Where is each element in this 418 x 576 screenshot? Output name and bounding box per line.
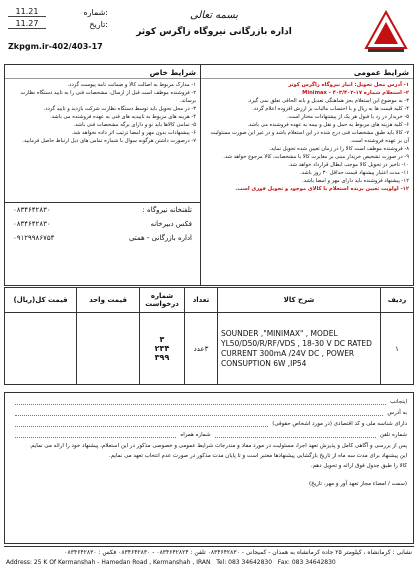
footer-en-tel: Tel: 083 34642830 <box>216 559 273 566</box>
special-term-3: ۳- در محل تحویل باید توسط دستگاه نظارت شرکت بازدید و تایید گردد. <box>43 106 196 112</box>
general-terms-title: شرایط عمومی <box>201 65 413 79</box>
contact-label: تلفنخانه نیروگاه : <box>142 206 192 214</box>
header-center <box>114 10 314 37</box>
number-value: 11.21 <box>8 7 46 17</box>
general-term-11: ۱۱- مدت اعتبار پیشنهاد قیمت حداقل ۳۰ روز باشد. <box>299 170 409 176</box>
contact-box <box>5 202 200 285</box>
general-term-8: ۸- فروشنده موظف است کالا را در زمان تعیین شده تحویل نماید. <box>269 146 409 152</box>
col-request-no: شماره درخواست <box>140 288 185 313</box>
col-total-price: قیمت کل(ریال) <box>5 288 77 313</box>
contact-value: ۰۸۳۴۶۴۲۸۳۰ <box>13 220 51 228</box>
contact-switchboard <box>5 203 200 217</box>
general-term-3: ۳- به موضوع این استعلام بجز هماهنگی تعدیل و بانه الحاقی تعلق نمی گیرد. <box>247 98 409 104</box>
row-unit-price-input[interactable] <box>77 313 140 385</box>
org-id-label: دارای شناسه ملی و کد اقتصادی (در مورد اشخاص حقوقی) <box>272 420 407 427</box>
special-term-4: ۴- هزینه های مربوط به تاییدیه های فنی به عهده فروشنده می باشد. <box>50 114 196 120</box>
general-terms-list <box>201 79 413 195</box>
bidder-form <box>4 392 414 544</box>
bismillah: بسمه تعالی <box>189 10 239 21</box>
address-field[interactable] <box>15 409 383 416</box>
mobile-field[interactable] <box>15 431 176 438</box>
terms-frame <box>4 64 414 286</box>
mobile-label: شماره همراه <box>180 431 211 438</box>
contact-value: ۰۹۱۲۹۹۸۶۷۵۴ <box>13 234 55 242</box>
inquiry-document <box>4 4 414 572</box>
contact-fax <box>5 217 200 231</box>
contact-label: فکس دبیرخانه <box>150 220 192 228</box>
general-term-12: ۱۲- پیشنهاد فروشنده باید دارای مهر و امضا باشد. <box>302 178 409 184</box>
general-term-5: ۵- خریدار در رد یا قبول هر یک از پیشنهادات مختار است. <box>287 114 409 120</box>
general-term-1: ۱- آدرس محل تحویل: انبار نیروگاه زاگرس کوثر <box>288 82 409 88</box>
phone-label: شماره تلفن <box>379 431 407 438</box>
general-term-4: ۴- کلیه قیمت ها به ریال و با احتساب مالیات بر ارزش افزوده اعلام گردد. <box>252 106 409 112</box>
general-term-2: ۲- استعلام شماره ۱۷-۴۰۳/۴۰۲ - Minimax <box>302 90 409 96</box>
bidder-field[interactable] <box>15 398 386 405</box>
company-name: اداره بازرگانی نیروگاه زاگرس کوثر <box>136 27 292 37</box>
general-term-6: ۶- کلیه هزینه های مربوط به حمل و نقل و بیمه به عهده فروشنده می باشد. <box>247 122 409 128</box>
form-text-2: این پیشنهاد برای مدت سه ماه از تاریخ بازگشایی پیشنهادها معتبر است و تا پایان مدت مذکور در صورت عدم انتخاب تعهد می نمایم. <box>108 453 407 459</box>
general-term-9: ۹- در صورت تشخیص خریدار مبنی بر مغایرت کالا با مشخصات، کالا مرجوع خواهد شد. <box>223 154 409 160</box>
document-header <box>4 4 414 62</box>
row-total-price-input[interactable] <box>5 313 77 385</box>
document-footer <box>4 546 414 573</box>
general-term-10: ۱۰- تاخیر در تحویل کالا موجب ابطال قرارداد خواهد شد. <box>288 162 409 168</box>
number-label: شماره: <box>83 7 108 17</box>
special-term-7: ۷- درصورت داشتن هرگونه سوال با شماره تماس های ذیل ارتباط حاصل فرمایید. <box>22 138 196 144</box>
col-index: ردیف <box>381 288 414 313</box>
col-description: شرح کالا <box>218 288 381 313</box>
row-index: ۱ <box>381 313 414 385</box>
date-label: تاریخ: <box>89 19 108 29</box>
bidder-label: اینجانب <box>390 398 407 405</box>
row-description: SOUNDER ,"MINIMAX" , MODEL YL50/D50/R/RF/VDS , 18-30 V DC RATED CURRENT 300mA /24V DC , POWER CONSUPTION 6W ,IP54 <box>218 313 381 385</box>
org-id-field[interactable] <box>15 420 268 427</box>
special-term-5: ۵- تمامی کالاها باید نو و دارای برگه مشخصات فنی باشد. <box>73 122 196 128</box>
contact-label: اداره بازرگانی - همتی <box>128 234 192 242</box>
general-term-highlight: ۱۲- اولویت تعیین برنده استعلام با کالای موجود و تحویل فوری است. <box>235 186 409 192</box>
number-date-box <box>8 6 108 30</box>
col-unit-price: قیمت واحد <box>77 288 140 313</box>
footer-en-address: Address: 25 K Of Kermanshah - Hamedan Road , Kermanshah , IRAN <box>6 559 211 566</box>
special-term-6: ۶- پیشنهادات بدون مهر و امضا ترتیب اثر داده نخواهد شد. <box>71 130 196 136</box>
footer-en <box>4 558 414 567</box>
signature-note: (سمت / امضاء مجاز تعهد آور و مهر، تاریخ) <box>309 481 407 487</box>
contact-commerce <box>5 231 200 245</box>
date-value: 11.27 <box>8 19 46 29</box>
footer-fa-address: نشانی : کرمانشاه ، کیلومتر ۲۵ جاده کرمانشاه به همدان - کمیجانی - ۰۸۳۴۶۴۲۸۳۰ تلفن : ۰۸۳۴۶۴۲۸۲۴ - ۰۸۳۴۶۴۲۸۳۰ فکس : ۰۸۳۴۶۴۲۸۳۰ <box>64 549 412 556</box>
phone-field[interactable] <box>215 431 376 438</box>
special-term-1: ۱- مدارک مربوط به اصالت کالا و ضمانت نامه پیوست گردد. <box>67 82 196 88</box>
special-terms <box>5 65 200 285</box>
reference-code: Zkpgm.ir-402/403-17 <box>8 42 103 51</box>
address-label: به آدرس <box>387 409 407 416</box>
form-text-3: کالا را طبق جدول فوق ارائه و تحویل دهم. <box>310 463 407 469</box>
general-terms <box>200 65 413 285</box>
company-logo <box>362 10 410 54</box>
footer-en-fax: Fax: 083 34642830 <box>277 559 336 566</box>
form-text-1: پس از بررسی و آگاهی کامل و پذیرش تعهد اجرا، مسئولیت در مورد مفاد و مندرجات شرایط عمومی و خصوصی مذکور در این استعلام، پیشنهاد خود را ارائه می نمایم. <box>29 443 407 449</box>
col-qty: تعداد <box>185 288 218 313</box>
row-request-no: ۳ ۲۳۴ ۳۹۹ <box>140 313 185 385</box>
special-terms-list <box>5 79 200 147</box>
general-term-7: ۷- کالا باید طبق مشخصات فنی درج شده در این استعلام باشد و در غیر این صورت مسئولیت آن بر عهده فروشنده است. <box>210 130 409 144</box>
row-qty: ۳عدد <box>185 313 218 385</box>
items-table <box>4 287 414 385</box>
table-header-row <box>5 288 414 313</box>
special-term-2: ۲- فروشنده موظف است قبل از ارسال، مشخصات فنی را به تایید دستگاه نظارت برساند. <box>20 90 196 104</box>
table-row <box>5 313 414 385</box>
special-terms-title: شرایط خاص <box>5 65 200 79</box>
contact-value: ۰۸۳۴۶۴۲۸۳۰ <box>13 206 51 214</box>
